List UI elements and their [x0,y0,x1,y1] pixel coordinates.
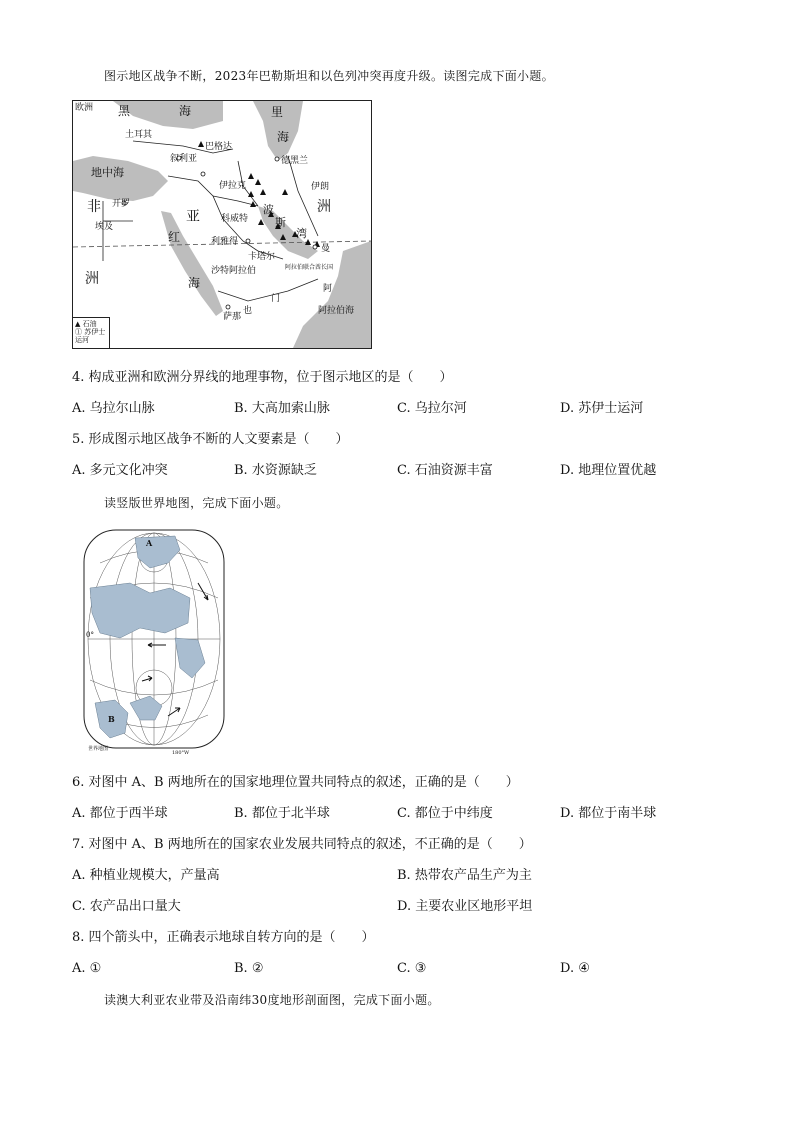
label-hai3: 海 [188,276,201,290]
q8-option-b[interactable]: B. ② [234,961,264,976]
label-ya: 亚 [186,209,200,225]
label-hai2: 海 [277,130,290,144]
label-iraq: 伊拉克 [219,181,247,191]
q8-option-d[interactable]: D. ④ [560,961,590,976]
q6-option-a[interactable]: A. 都位于西半球 [72,806,168,821]
label-kuwait: 科威特 [221,214,249,224]
legend-canal-label: 苏伊士运河 [75,328,106,344]
map-legend [73,317,110,348]
label-riyadh: 利雅得 [211,237,239,247]
label-europe: 欧洲 [75,103,94,113]
label-men: 门 [271,294,281,304]
middle-east-map [72,100,372,349]
label-hong: 红 [168,230,181,244]
label-a: A [146,538,153,548]
q4-stem: 4. 构成亚洲和欧洲分界线的地理事物，位于图示地区的是（ ） [72,370,453,385]
legend-oil-label: 石油 [82,320,97,328]
q7-option-a[interactable]: A. 种植业规模大，产量高 [72,868,220,883]
label-si: 斯 [275,216,286,229]
vertical-world-map [80,528,228,756]
intro-text-3: 读澳大利亚农业带及沿南纬30度地形剖面图，完成下面小题。 [104,993,440,1007]
label-iran: 伊朗 [311,182,330,192]
label-caption: 世界地图 [88,746,109,752]
label-turkey: 土耳其 [125,130,153,140]
label-man: 曼 [321,244,331,254]
canal-legend-icon: ① [75,328,82,336]
intro-text-1: 图示地区战争不断，2023年巴勒斯坦和以色列冲突再度升级。读图完成下面小题。 [104,69,554,83]
q5-stem: 5. 形成图示地区战争不断的人文要素是（ ） [72,432,349,447]
q4-option-b[interactable]: B. 大高加索山脉 [234,401,330,416]
label-wan: 湾 [296,227,307,240]
label-africa-1: 非 [87,199,101,215]
label-b: B [108,714,115,724]
q7-option-b[interactable]: B. 热带农产品生产为主 [397,868,532,883]
intro-text-2: 读竖版世界地图，完成下面小题。 [104,496,289,510]
label-cairo: 开罗 [112,199,131,209]
label-black-sea-1: 黑 [118,104,131,118]
label-zhou: 洲 [317,199,331,215]
q7-stem: 7. 对图中 A、B 两地所在的国家农业发展共同特点的叙述，不正确的是（ ） [72,837,532,852]
q4-option-c[interactable]: C. 乌拉尔河 [397,401,467,416]
q6-option-b[interactable]: B. 都位于北半球 [234,806,330,821]
q6-option-d[interactable]: D. 都位于南半球 [560,806,657,821]
oil-legend-icon: ▲ [75,320,81,328]
label-li: 里 [271,105,284,119]
q5-option-c[interactable]: C. 石油资源丰富 [397,463,493,478]
q8-option-a[interactable]: A. ① [72,961,102,976]
label-bo: 波 [263,203,274,216]
label-longitude: 180°W [172,750,190,756]
label-arabian-sea: 阿拉伯海 [318,306,355,316]
label-tehran: 德黑兰 [281,156,309,166]
label-equator: 0° [86,631,94,639]
q6-option-c[interactable]: C. 都位于中纬度 [397,806,493,821]
q8-stem: 8. 四个箭头中，正确表示地球自转方向的是（ ） [72,930,375,945]
q7-option-c[interactable]: C. 农产品出口量大 [72,899,181,914]
label-med: 地中海 [91,166,124,179]
label-egypt: 埃及 [95,222,114,232]
label-saudi: 沙特阿拉伯 [211,266,257,276]
vertical-world-map-svg [80,528,228,756]
q5-option-a[interactable]: A. 多元文化冲突 [72,463,168,478]
label-ye: 也 [243,306,253,316]
q5-option-d[interactable]: D. 地理位置优越 [560,463,657,478]
label-uae: 阿拉伯联合酋长国 [285,264,334,271]
q6-stem: 6. 对图中 A、B 两地所在的国家地理位置共同特点的叙述，正确的是（ ） [72,775,519,790]
q4-option-d[interactable]: D. 苏伊士运河 [560,401,644,416]
q8-option-c[interactable]: C. ③ [397,961,427,976]
q5-option-b[interactable]: B. 水资源缺乏 [234,463,317,478]
middle-east-map-svg [73,101,371,348]
label-africa-2: 洲 [85,271,99,287]
q7-option-d[interactable]: D. 主要农业区地形平坦 [397,899,533,914]
label-a: 阿 [323,284,333,294]
label-doha: 卡塔尔 [248,252,276,262]
q4-option-a[interactable]: A. 乌拉尔山脉 [72,401,155,416]
label-syria: 叙利亚 [170,154,198,164]
label-baghdad: 巴格达 [205,142,233,152]
label-black-sea-2: 海 [179,104,192,118]
label-sanaa: 萨那 [223,312,242,322]
